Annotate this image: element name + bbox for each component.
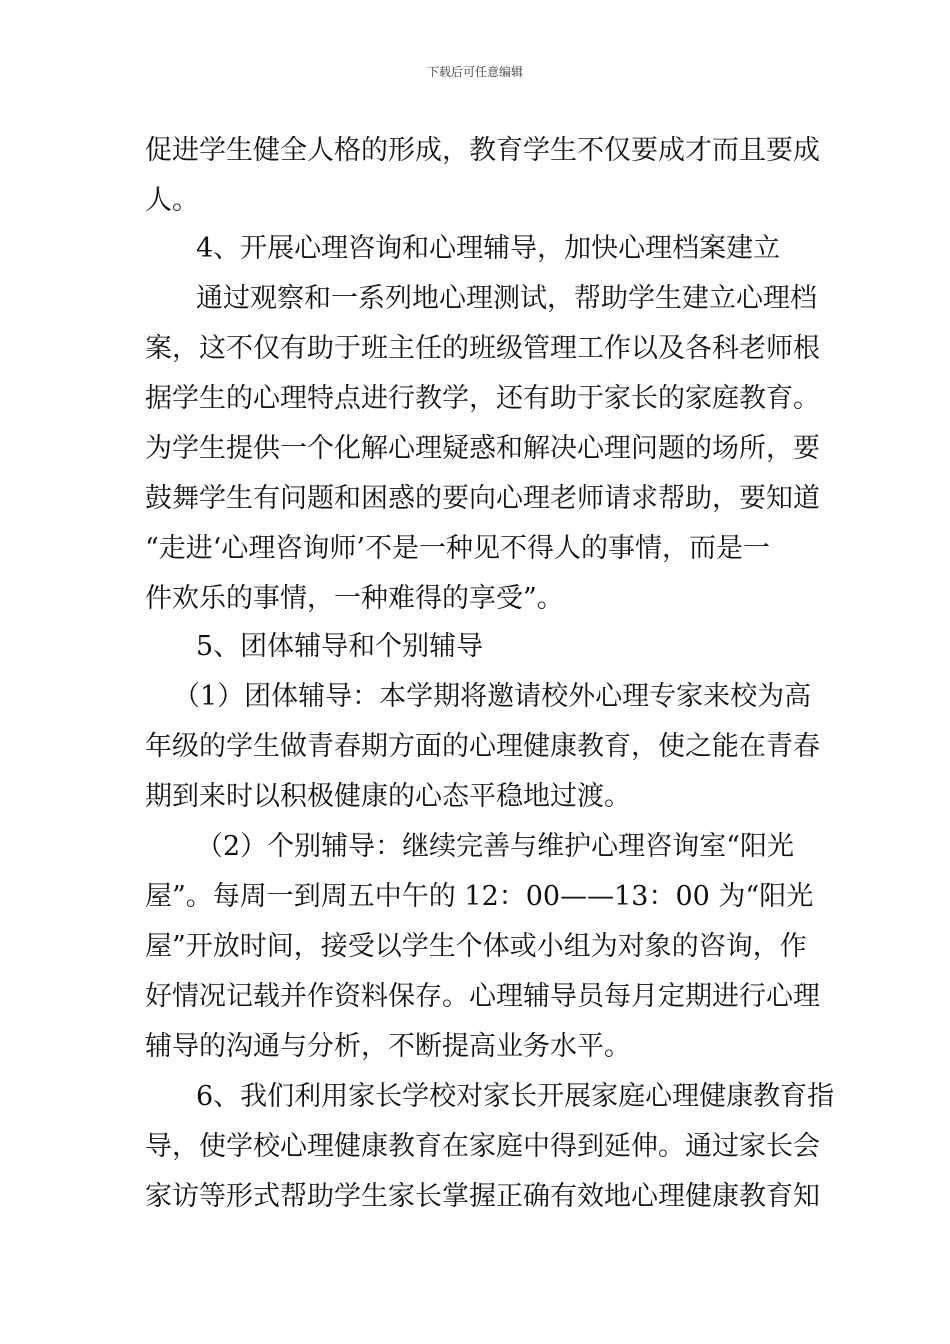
- body-line: 案，这不仅有助于班主任的班级管理工作以及各科老师根: [145, 333, 820, 364]
- body-line: 人。: [145, 185, 199, 216]
- section-heading: 4、开展心理咨询和心理辅导，加快心理档案建立: [196, 233, 781, 264]
- page-header: 下载后可任意编辑: [426, 65, 523, 79]
- section-heading: 5、团体辅导和个别辅导: [196, 631, 484, 662]
- body-line: 好情况记载并作资料保存。心理辅导员每月定期进行心理: [145, 981, 820, 1012]
- section-heading: 6、我们利用家长学校对家长开展家庭心理健康教育指: [196, 1081, 835, 1112]
- body-line: 促进学生健全人格的形成，教育学生不仅要成才而且要成: [145, 135, 820, 166]
- body-line: （2）个别辅导：继续完善与维护心理咨询室“阳光: [196, 831, 794, 862]
- body-line: “走进‘心理咨询师’不是一种见不得人的事情，而是一: [145, 533, 770, 564]
- body-line: 期到来时以积极健康的心态平稳地过渡。: [145, 781, 631, 812]
- body-line: 导，使学校心理健康教育在家庭中得到延伸。通过家长会: [145, 1131, 820, 1162]
- body-line: 屋”。每周一到周五中午的 12：00——13：00 为“阳光: [145, 881, 814, 912]
- body-line: 鼓舞学生有问题和困惑的要向心理老师请求帮助，要知道: [145, 483, 820, 514]
- body-line: 件欢乐的事情，一种难得的享受”。: [145, 583, 564, 614]
- body-line: 通过观察和一系列地心理测试，帮助学生建立心理档: [196, 283, 817, 314]
- body-line: 家访等形式帮助学生家长掌握正确有效地心理健康教育知: [145, 1181, 820, 1212]
- body-line: 为学生提供一个化解心理疑惑和解决心理问题的场所，要: [145, 433, 820, 464]
- body-line: 年级的学生做青春期方面的心理健康教育，使之能在青春: [145, 731, 820, 762]
- body-line: 辅导的沟通与分析，不断提高业务水平。: [145, 1031, 631, 1062]
- body-line: （1）团体辅导：本学期将邀请校外心理专家来校为高: [173, 681, 812, 712]
- body-line: 屋”开放时间，接受以学生个体或小组为对象的咨询，作: [145, 931, 807, 962]
- body-line: 据学生的心理特点进行教学，还有助于家长的家庭教育。: [145, 383, 820, 414]
